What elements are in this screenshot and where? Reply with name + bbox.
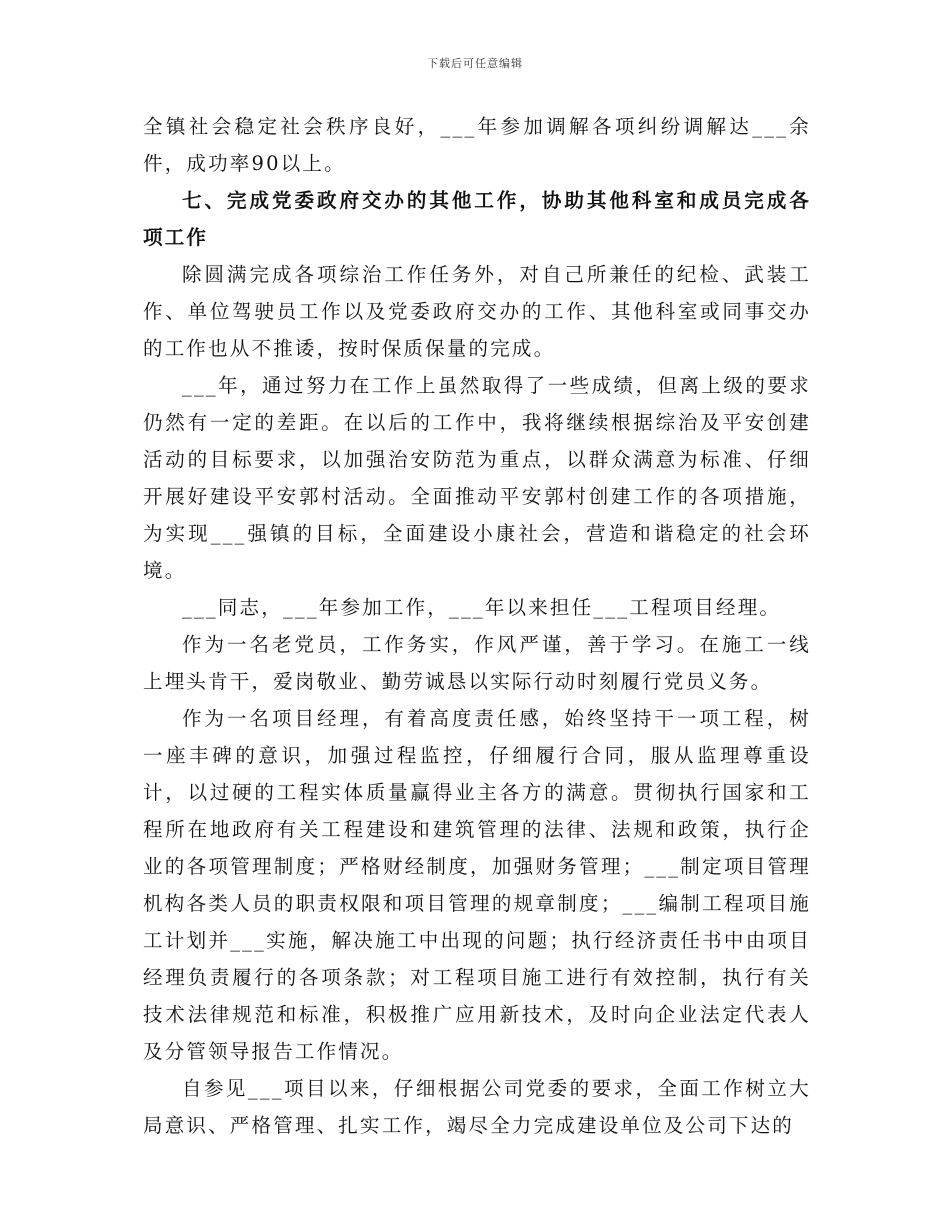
paragraph: 除圆满完成各项综治工作任务外，对自己所兼任的纪检、武装工作、单位驾驶员工作以及党委政府交办的工作、其他科室或同事交办的工作也从不推诿，按时保质保量的完成。 — [143, 263, 811, 360]
paragraph-continuation: 全镇社会稳定社会秩序良好，___年参加调解各项纠纷调解达___余件，成功率90以上。 — [143, 115, 811, 175]
page-header: 下载后可任意编辑 — [427, 57, 523, 70]
paragraph: ___年，通过努力在工作上虽然取得了一些成绩，但离上级的要求仍然有一定的差距。在以后的工作中，我将继续根据综治及平安创建活动的目标要求，以加强治安防范为重点，以群众满意为标准、仔细开展好建设平安郭村活动。全面推动平安郭村创建工作的各项措施，为实现___强镇的目标，全面建设小康社会，营造和谐稳定的社会环境。 — [143, 374, 811, 582]
paragraph: 自参见___项目以来，仔细根据公司党委的要求，全面工作树立大局意识、严格管理、扎实工作，竭尽全力完成建设单位及公司下达的 — [143, 1077, 811, 1137]
document-body — [143, 108, 811, 1144]
paragraph: 作为一名项目经理，有着高度责任感，始终坚持干一项工程，树一座丰碑的意识，加强过程监控，仔细履行合同，服从监理尊重设计，以过硬的工程实体质量赢得业主各方的满意。贯彻执行国家和工程所在地政府有关工程建设和建筑管理的法律、法规和政策，执行企业的各项管理制度；严格财经制度，加强财务管理；___制定项目管理机构各类人员的职责权限和项目管理的规章制度；___编制工程项目施工计划并___实施，解决施工中出现的问题；执行经济责任书中由项目经理负责履行的各项条款；对工程项目施工进行有效控制，执行有关技术法律规范和标准，积极推广应用新技术，及时向企业法定代表人及分管领导报告工作情况。 — [143, 707, 811, 1063]
paragraph: ___同志，___年参加工作，___年以来担任___工程项目经理。 — [182, 596, 782, 619]
paragraph: 作为一名老党员，工作务实，作风严谨，善于学习。在施工一线上埋头肯干，爱岗敬业、勤劳诚恳以实际行动时刻履行党员义务。 — [143, 633, 811, 693]
section-heading: 七、完成党委政府交办的其他工作，协助其他科室和成员完成各项工作 — [143, 189, 811, 249]
